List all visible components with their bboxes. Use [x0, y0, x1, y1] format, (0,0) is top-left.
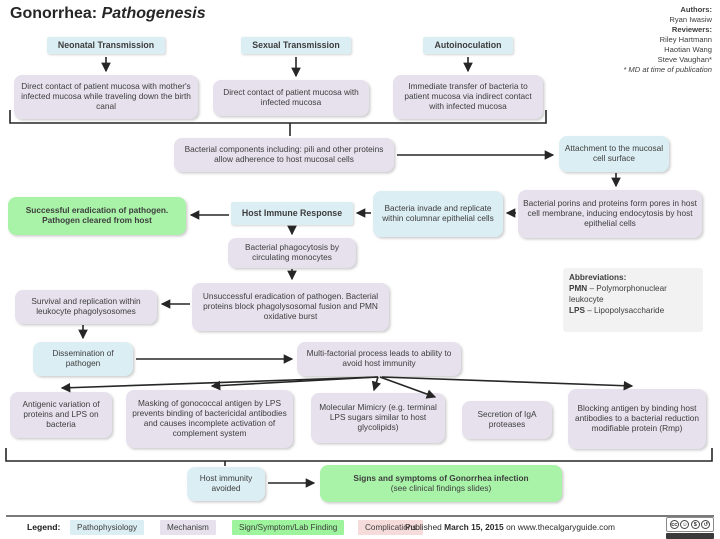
node-host-immunity-avoided: Host immunity avoided: [187, 467, 265, 501]
legend-bar: [0, 518, 720, 539]
signs-title: Signs and symptoms of Gonorrhea infection: [353, 472, 529, 483]
cc-icon: cc: [671, 522, 678, 528]
node-blocking-antigen: Blocking antigen by binding host antibodies to a bacterial reduction modifiable protein (Rmp): [568, 389, 706, 449]
reviewers-label: Reviewers:: [671, 25, 712, 35]
node-invade: Bacteria invade and replicate within columnar epithelial cells: [373, 191, 503, 237]
node-sexual-transmission: Sexual Transmission: [241, 37, 351, 54]
cc-license-bar: [666, 533, 714, 539]
legend-item-pathophysiology: Pathophysiology: [70, 520, 144, 535]
cc-by-icon: ☺: [681, 522, 688, 528]
title-main: Gonorrhea:: [10, 5, 98, 22]
credits-note: * MD at time of publication: [623, 65, 712, 75]
node-sexual-contact: Direct contact of patient mucosa with infected mucosa: [213, 80, 369, 116]
legend-item-mechanism: Mechanism: [160, 520, 216, 535]
cc-license-icon: [666, 517, 714, 532]
legend-label: Legend:: [27, 522, 61, 532]
cc-sa-icon: ↺: [701, 520, 710, 529]
node-unsuccessful-eradication: Unsuccessful eradication of pathogen. Bacterial proteins block phagolysosomal fusion and PMN oxidative burst: [192, 283, 389, 331]
node-molecular-mimicry: Molecular Mimicry (e.g. terminal LPS sugars similar to host glycolipids): [311, 393, 445, 443]
published-line: Published March 15, 2015 on www.thecalgaryguide.com: [405, 522, 615, 532]
abbreviations-title: Abbreviations:: [569, 273, 627, 282]
node-multifactorial: Multi-factorial process leads to ability to avoid host immunity: [297, 342, 461, 376]
node-signs-symptoms: [320, 465, 562, 502]
abbreviation-item: LPS – Lipopolysaccharide: [569, 306, 665, 316]
node-neonatal-contact: Direct contact of patient mucosa with mother's infected mucosa while traveling down the birth canal: [14, 75, 198, 119]
author-name: Ryan Iwasiw: [669, 15, 712, 25]
node-iga-proteases: Secretion of IgA proteases: [462, 401, 552, 439]
node-dissemination: Dissemination of pathogen: [33, 342, 133, 376]
cc-nc-icon: $: [691, 520, 700, 529]
node-survival-phagolysosomes: Survival and replication within leukocyte phagolysosomes: [15, 290, 157, 324]
node-bacterial-components: Bacterial components including: pili and other proteins allow adherence to host mucosal cells: [174, 138, 394, 172]
node-autoinoculation: Autoinoculation: [423, 37, 513, 54]
node-host-immune-response: Host Immune Response: [231, 202, 353, 225]
legend-item-sign-symptom: Sign/Symptom/Lab Finding: [232, 520, 344, 535]
node-successful-eradication: Successful eradication of pathogen. Pathogen cleared from host: [8, 197, 186, 235]
node-antigenic-variation: Antigenic variation of proteins and LPS on bacteria: [10, 392, 112, 438]
node-masking-antigen: Masking of gonococcal antigen by LPS prevents binding of bactericidal antibodies and causes incomplete activation of complement system: [126, 390, 293, 448]
authors-label: Authors:: [680, 5, 712, 14]
node-autoinoculation-transfer: Immediate transfer of bacteria to patient mucosa via indirect contact with infected mucosa: [393, 75, 543, 119]
page-title: [10, 5, 206, 23]
node-phagocytosis: Bacterial phagocytosis by circulating monocytes: [228, 238, 356, 268]
node-porins: Bacterial porins and proteins form pores in host cell membrane, inducing endocytosis by host epithelial cells: [518, 190, 702, 238]
abbreviation-item: PMN – Polymorphonuclear leukocyte: [569, 284, 667, 305]
reviewer-name: Steve Vaughan*: [657, 55, 712, 65]
signs-subtitle: (see clinical findings slides): [390, 482, 492, 493]
reviewer-name: Riley Hartmann: [659, 35, 712, 45]
title-sub: Pathogenesis: [101, 5, 206, 22]
node-attachment: Attachment to the mucosal cell surface: [559, 136, 669, 172]
node-neonatal-transmission: Neonatal Transmission: [47, 37, 165, 54]
abbreviations-box: [563, 268, 703, 332]
credits-block: [552, 5, 712, 75]
legend-item-complications: Complications: [358, 520, 423, 535]
reviewer-name: Haotian Wang: [664, 45, 712, 55]
